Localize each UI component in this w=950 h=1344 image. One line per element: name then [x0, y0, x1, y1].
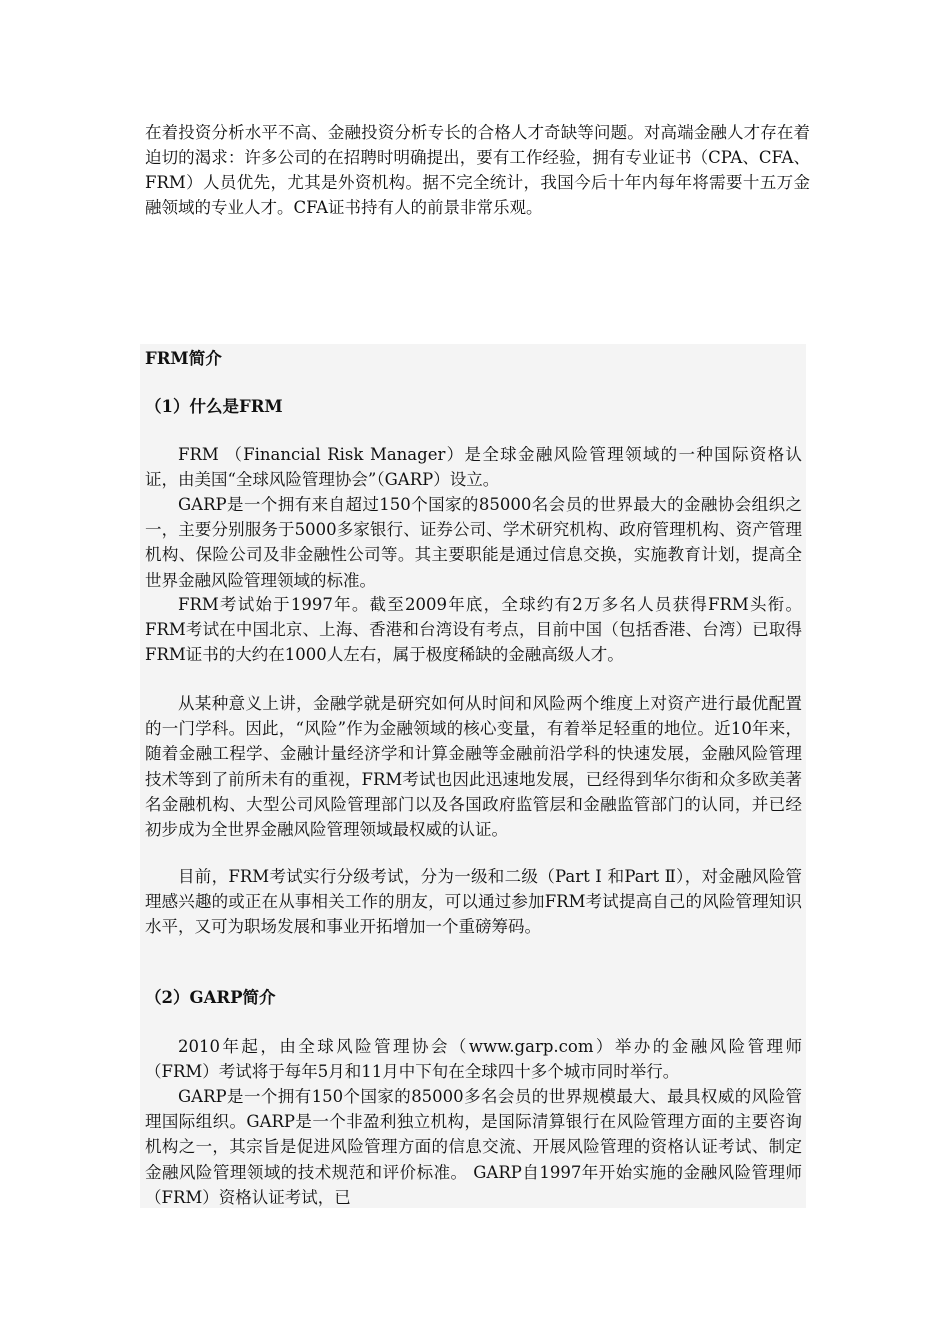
paragraph-risk-importance: 从某种意义上讲，金融学就是研究如何从时间和风险两个维度上对资产进行最优配置的一门学科。因此，“风险”作为金融领域的核心变量，有着举足轻重的地位。近10年来，随着金融工程学、金融计量经济学和计算金融等金融前沿学科的快速发展，金融风险管理技术等到了前所未有的重视，FRM考试也因此迅速地发展，已经得到华尔街和众多欧美著名金融机构、大型公司风险管理部门以及各国政府监管层和金融监管部门的认同，并已经初步成为全世界金融风险管理领域最权威的认证。	[145, 694, 802, 840]
subsection-title-garp: （2）GARP简介	[145, 988, 276, 1007]
paragraph-frm-definition: FRM （Financial Risk Manager）是全球金融风险管理领域的一种国际资格认证，由美国“全球风险管理协会”（GARP）设立。	[145, 445, 802, 490]
intro-paragraph: 在着投资分析水平不高、金融投资分析专长的合格人才奇缺等问题。对高端金融人才存在着迫切的渴求：许多公司的在招聘时明确提出，要有工作经验，拥有专业证书（CPA、CFA、FRM）人员优先，尤其是外资机构。据不完全统计，我国今后十年内每年将需要十五万金融领域的专业人才。CFA证书持有人的前景非常乐观。	[145, 123, 810, 217]
subsection-title-what-is-frm: （1）什么是FRM	[145, 397, 283, 416]
section-title: FRM简介	[145, 349, 222, 368]
paragraph-garp-overview: GARP是一个拥有来自超过150个国家的85000名会员的世界最大的金融协会组织之一，主要分别服务于5000多家银行、证券公司、学术研究机构、政府管理机构、资产管理机构、保险公司及非金融性公司等。其主要职能是通过信息交换，实施教育计划，提高全世界金融风险管理领域的标准。	[145, 495, 802, 590]
paragraph-garp-organization: GARP是一个拥有150个国家的85000多名会员的世界规模最大、最具权威的风险管理国际组织。GARP是一个非盈利独立机构，是国际清算银行在风险管理方面的主要咨询机构之一，其宗旨是促进风险管理方面的信息交流、开展风险管理的资格认证考试、制定金融风险管理领域的技术规范和评价标准。 GARP自1997年开始实施的金融风险管理师（FRM）资格认证考试，已	[145, 1087, 802, 1207]
frm-section	[140, 344, 806, 1208]
paragraph-exam-schedule: 2010年起，由全球风险管理协会（www.garp.com）举办的金融风险管理师（FRM）考试将于每年5月和11月中下旬在全球四十多个城市同时举行。	[145, 1037, 802, 1082]
paragraph-exam-levels: 目前，FRM考试实行分级考试，分为一级和二级（Part Ⅰ 和Part Ⅱ），对金融风险管理感兴趣的或正在从事相关工作的朋友，可以通过参加FRM考试提高自己的风险管理知识水平，又可为职场发展和事业开拓增加一个重磅筹码。	[145, 867, 802, 937]
paragraph-frm-history: FRM考试始于1997年。截至2009年底，全球约有2万多名人员获得FRM头衔。FRM考试在中国北京、上海、香港和台湾设有考点，目前中国（包括香港、台湾）已取得FRM证书的大约在1000人左右，属于极度稀缺的金融高级人才。	[145, 595, 802, 665]
